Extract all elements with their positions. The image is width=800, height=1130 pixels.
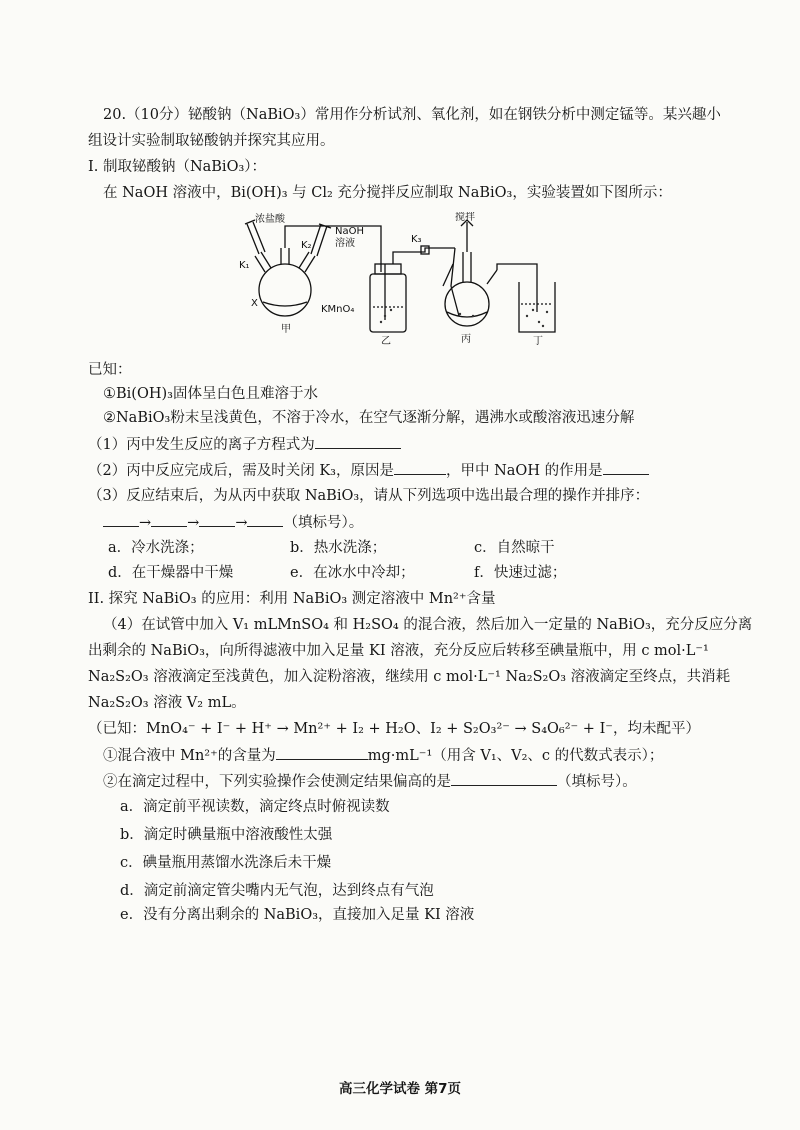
q4-sub2-text-a: ②在滴定过程中，下列实验操作会使测定结果偏高的是 [103,774,451,790]
label-jia: 甲 [281,324,291,335]
known-item-1: ①Bi(OH)₃固体呈白色且难溶于水 [103,386,318,402]
known-title: 已知： [88,362,132,378]
q3-sequence [103,512,363,533]
question-header-line1: 20.（10分）铋酸钠（NaBiO₃）常用作分析试剂、氧化剂，如在钢铁分析中测定锰等。某兴趣小 [103,107,721,123]
question-header-line2: 组设计实验制取铋酸钠并探究其应用。 [88,133,335,149]
q2-reason-blank[interactable] [394,460,446,475]
known-item-2: ②NaBiO₃粉末呈浅黄色，不溶于冷水，在空气逐渐分解，遇沸水或酸溶液迅速分解 [103,410,635,426]
q3-option-c: c．自然晾干 [474,540,555,556]
part1-title: I. 制取铋酸钠（NaBiO₃）： [88,159,267,175]
q4-sub1 [103,745,663,766]
q4-mn-content-blank[interactable] [276,745,368,760]
q3-step2-blank[interactable] [151,512,187,527]
arrow-icon: → [139,515,152,531]
bottle-yi [370,274,406,332]
part2-title: II. 探究 NaBiO₃ 的应用：利用 NaBiO₃ 测定溶液中 Mn²⁺含量 [88,591,496,607]
q3-option-a: a．冷水洗涤； [108,540,204,556]
q3-option-f: f．快速过滤； [474,565,567,581]
part1-intro: 在 NaOH 溶液中，Bi(OH)₃ 与 Cl₂ 充分搅拌反应制取 NaBiO₃，实验装置如下图所示： [103,185,672,201]
arrow-icon: → [235,515,248,531]
label-ding: 丁 [533,336,543,347]
page-footer: 高三化学试卷 第7页 [338,1081,462,1097]
label-yi: 乙 [381,336,391,347]
q4-sub1-text-b: mg·mL⁻¹（用含 V₁、V₂、c 的代数式表示）； [367,748,664,764]
q4-option-b: b．滴定时碘量瓶中溶液酸性太强 [120,827,333,843]
label-k1: K₁ [239,260,250,271]
q2-line [88,460,649,481]
label-conc-hcl: 浓盐酸 [255,214,285,225]
q3-step3-blank[interactable] [199,512,235,527]
q3-option-b: b．热水洗涤； [290,540,387,556]
q4-option-a: a．滴定前平视读数，滴定终点时俯视读数 [120,799,390,815]
q4-line1: （4）在试管中加入 V₁ mLMnSO₄ 和 H₂SO₄ 的混合液，然后加入一定量的 NaBiO₃，充分反应分离 [103,617,753,633]
label-bing: 丙 [461,334,471,345]
q1-text: （1）丙中发生反应的离子方程式为 [88,437,315,453]
q4-line3: Na₂S₂O₃ 溶液滴定至浅黄色，加入淀粉溶液，继续用 c mol·L⁻¹ Na₂S₂O₃ 溶液滴定至终点，共消耗 [88,669,731,685]
q4-line2: 出剩余的 NaBiO₃，向所得滤液中加入足量 KI 溶液，充分反应后转移至碘量瓶中，用 c mol·L⁻¹ [88,643,709,659]
q4-sub1-text-a: ①混合液中 Mn²⁺的含量为 [103,748,276,764]
q4-option-e: e．没有分离出剩余的 NaBiO₃，直接加入足量 KI 溶液 [120,907,475,923]
q1-line [88,434,401,455]
q1-answer-blank[interactable] [315,434,401,449]
apparatus-diagram [225,212,565,347]
label-kmno4: KMnO₄ [321,304,355,315]
q3-option-e: e．在冰水中冷却； [290,565,415,581]
label-x: X [251,298,258,309]
label-stir: 搅拌 [455,212,475,223]
q4-option-c: c．碘量瓶用蒸馏水洗涤后未干燥 [120,855,332,871]
q3-text: （3）反应结束后，为从丙中获取 NaBiO₃，请从下列选项中选出最合理的操作并排序： [88,488,650,504]
q4-sub2 [103,771,637,792]
label-k3: K₃ [411,234,422,245]
q4-given: （已知：MnO₄⁻ + I⁻ + H⁺ → Mn²⁺ + I₂ + H₂O、I₂ + S₂O₃²⁻ → S₄O₆²⁻ + I⁻，均未配平） [88,721,700,737]
q4-option-d: d．滴定前滴定管尖嘴内无气泡，达到终点有气泡 [120,883,434,899]
label-k2: K₂ [301,240,312,251]
q4-line4: Na₂S₂O₃ 溶液 V₂ mL。 [88,695,246,711]
q3-step4-blank[interactable] [247,512,283,527]
q2-text-b: ，甲中 NaOH 的作用是 [445,463,603,479]
flask-jia [259,264,311,316]
q3-option-d: d．在干燥器中干燥 [108,565,234,581]
label-naoh-solution: 溶液 [335,238,355,249]
label-naoh: NaOH [335,226,364,237]
q2-naoh-role-blank[interactable] [603,460,649,475]
arrow-icon: → [187,515,200,531]
q4-sub2-text-b: （填标号）。 [557,774,637,790]
q3-step1-blank[interactable] [103,512,139,527]
q3-fill-hint: （填标号）。 [283,515,364,531]
q4-higher-result-blank[interactable] [451,771,557,786]
q2-text-a: （2）丙中反应完成后，需及时关闭 K₃，原因是 [88,463,394,479]
